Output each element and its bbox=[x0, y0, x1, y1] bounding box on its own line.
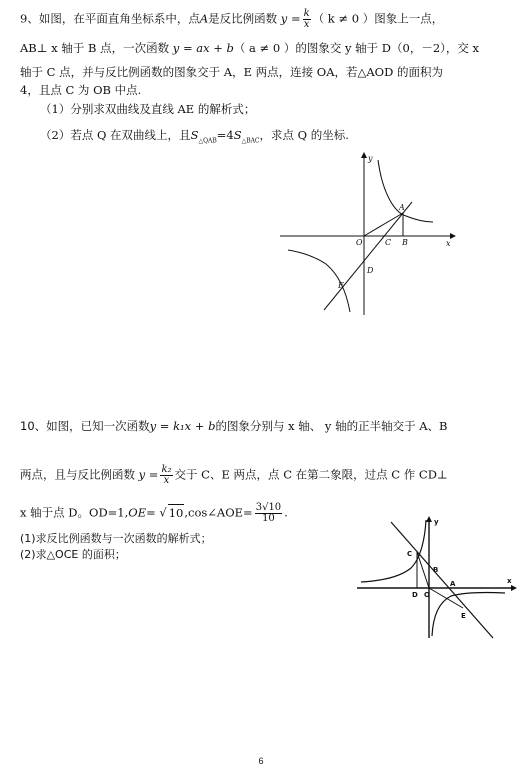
q10-label-c: C bbox=[407, 550, 413, 558]
q9-text: 9、如图，在平面直角坐标系中，点 bbox=[20, 11, 200, 26]
q9-linear-eq: y = ax + b bbox=[172, 41, 234, 55]
q9-area-s1-sub: △QAB bbox=[198, 137, 217, 145]
q10-segment-oc bbox=[417, 552, 429, 588]
q10-cos-den: 10 bbox=[262, 513, 275, 524]
q10-text: = bbox=[146, 505, 156, 520]
q9-text: 是反比例函数 bbox=[208, 11, 278, 26]
q9-line-1 bbox=[20, 9, 443, 30]
q10-cos-num: 3√10 bbox=[255, 502, 282, 513]
q9-text: ，求点 Q 的坐标. bbox=[259, 128, 349, 142]
q10-label-b: B bbox=[433, 566, 439, 574]
q10-fraction bbox=[160, 465, 172, 486]
q9-line-ae bbox=[324, 202, 412, 310]
q10-text: 的图象分别与 x 轴、 y 轴的正半轴交于 A、B bbox=[215, 419, 448, 433]
q10-line-ce bbox=[391, 522, 493, 638]
q10-line-3 bbox=[20, 503, 288, 524]
page-number: 6 bbox=[258, 756, 264, 766]
q10-linear-eq: y = k₁x + b bbox=[149, 419, 216, 433]
q10-label-a: A bbox=[450, 580, 456, 588]
q9-subquestion-2 bbox=[40, 127, 349, 149]
q9-text: AB⊥ x 轴于 B 点，一次函数 bbox=[20, 41, 170, 55]
q9-point-a: A bbox=[199, 11, 209, 26]
q9-line-2 bbox=[20, 40, 479, 56]
q9-label-d: D bbox=[367, 266, 374, 275]
q10-label-y: y bbox=[434, 518, 439, 526]
q10-text: 两点，且与反比例函数 bbox=[20, 467, 135, 482]
q10-frac-den: x bbox=[163, 475, 170, 486]
q10-label-d: D bbox=[412, 591, 418, 599]
q9-area-s1: S bbox=[190, 128, 199, 142]
q9-label-x: x bbox=[446, 239, 451, 248]
q9-frac-den: x bbox=[303, 19, 310, 30]
q10-y-arrow bbox=[426, 516, 432, 522]
q10-sqrt-sign: √ bbox=[159, 505, 167, 520]
q10-inverse-eq: y = bbox=[138, 467, 159, 482]
q9-text: （ a ≠ 0 ）的图象交 y 轴于 D（0，－2），交 x bbox=[233, 41, 480, 55]
q10-subquestion-2: (2)求△OCE 的面积； bbox=[20, 548, 126, 561]
q9-frac-num: k bbox=[303, 8, 310, 19]
q10-text: x 轴于点 D。OD=1, bbox=[20, 505, 129, 520]
q9-fraction bbox=[303, 9, 311, 30]
q9-hyperbola-upper bbox=[378, 160, 433, 222]
q9-text: =4 bbox=[216, 128, 234, 142]
q10-hyperbola-lower bbox=[432, 592, 505, 636]
q9-line-3: 轴于 C 点，并与反比例函数的图象交于 A，E 两点，连接 OA，若△AOD 的面积为 bbox=[20, 65, 443, 79]
q10-label-e: E bbox=[461, 612, 466, 620]
q10-cos-fraction bbox=[255, 503, 282, 524]
q10-oe: OE bbox=[128, 505, 147, 520]
q9-label-o: O bbox=[356, 238, 363, 247]
q9-area-s2-sub: △BAC bbox=[241, 137, 260, 145]
q10-figure bbox=[355, 512, 519, 640]
q10-frac-num: k₂ bbox=[161, 464, 172, 475]
q10-label-x: x bbox=[507, 577, 512, 585]
q10-text: ,cos∠AOE= bbox=[184, 505, 253, 520]
q10-line-2 bbox=[20, 465, 448, 486]
q10-sqrt-value: 10 bbox=[168, 505, 184, 520]
q9-label-b: B bbox=[402, 238, 408, 247]
q9-label-a: A bbox=[399, 203, 405, 212]
q10-text: 10、如图，已知一次函数 bbox=[20, 419, 150, 433]
q10-x-arrow bbox=[511, 585, 517, 591]
q9-area-s2: S bbox=[233, 128, 242, 142]
q9-label-e: E bbox=[338, 281, 344, 290]
q10-line-1 bbox=[20, 418, 447, 434]
q9-label-y: y bbox=[368, 154, 373, 163]
q9-y-arrow bbox=[361, 152, 367, 158]
q9-x-arrow bbox=[450, 233, 456, 239]
q9-figure bbox=[278, 150, 468, 318]
q9-subquestion-1: （1）分别求双曲线及直线 AE 的解析式； bbox=[40, 102, 256, 116]
q10-subquestion-1: (1)求反比例函数与一次函数的解析式； bbox=[20, 532, 212, 545]
q9-text: （ k ≠ 0 ）图象上一点， bbox=[312, 11, 444, 26]
q9-segment-oa bbox=[364, 213, 403, 236]
q9-text: （2）若点 Q 在双曲线上，且 bbox=[40, 128, 191, 142]
q10-label-o: O bbox=[424, 591, 430, 599]
q9-inverse-eq: y = bbox=[280, 11, 301, 26]
q9-label-c: C bbox=[385, 238, 392, 247]
q9-line-4: 4，且点 C 为 OB 中点. bbox=[20, 83, 142, 97]
q10-text: 交于 C、E 两点，点 C 在第二象限，过点 C 作 CD⊥ bbox=[174, 467, 448, 482]
q10-text: . bbox=[284, 505, 288, 520]
